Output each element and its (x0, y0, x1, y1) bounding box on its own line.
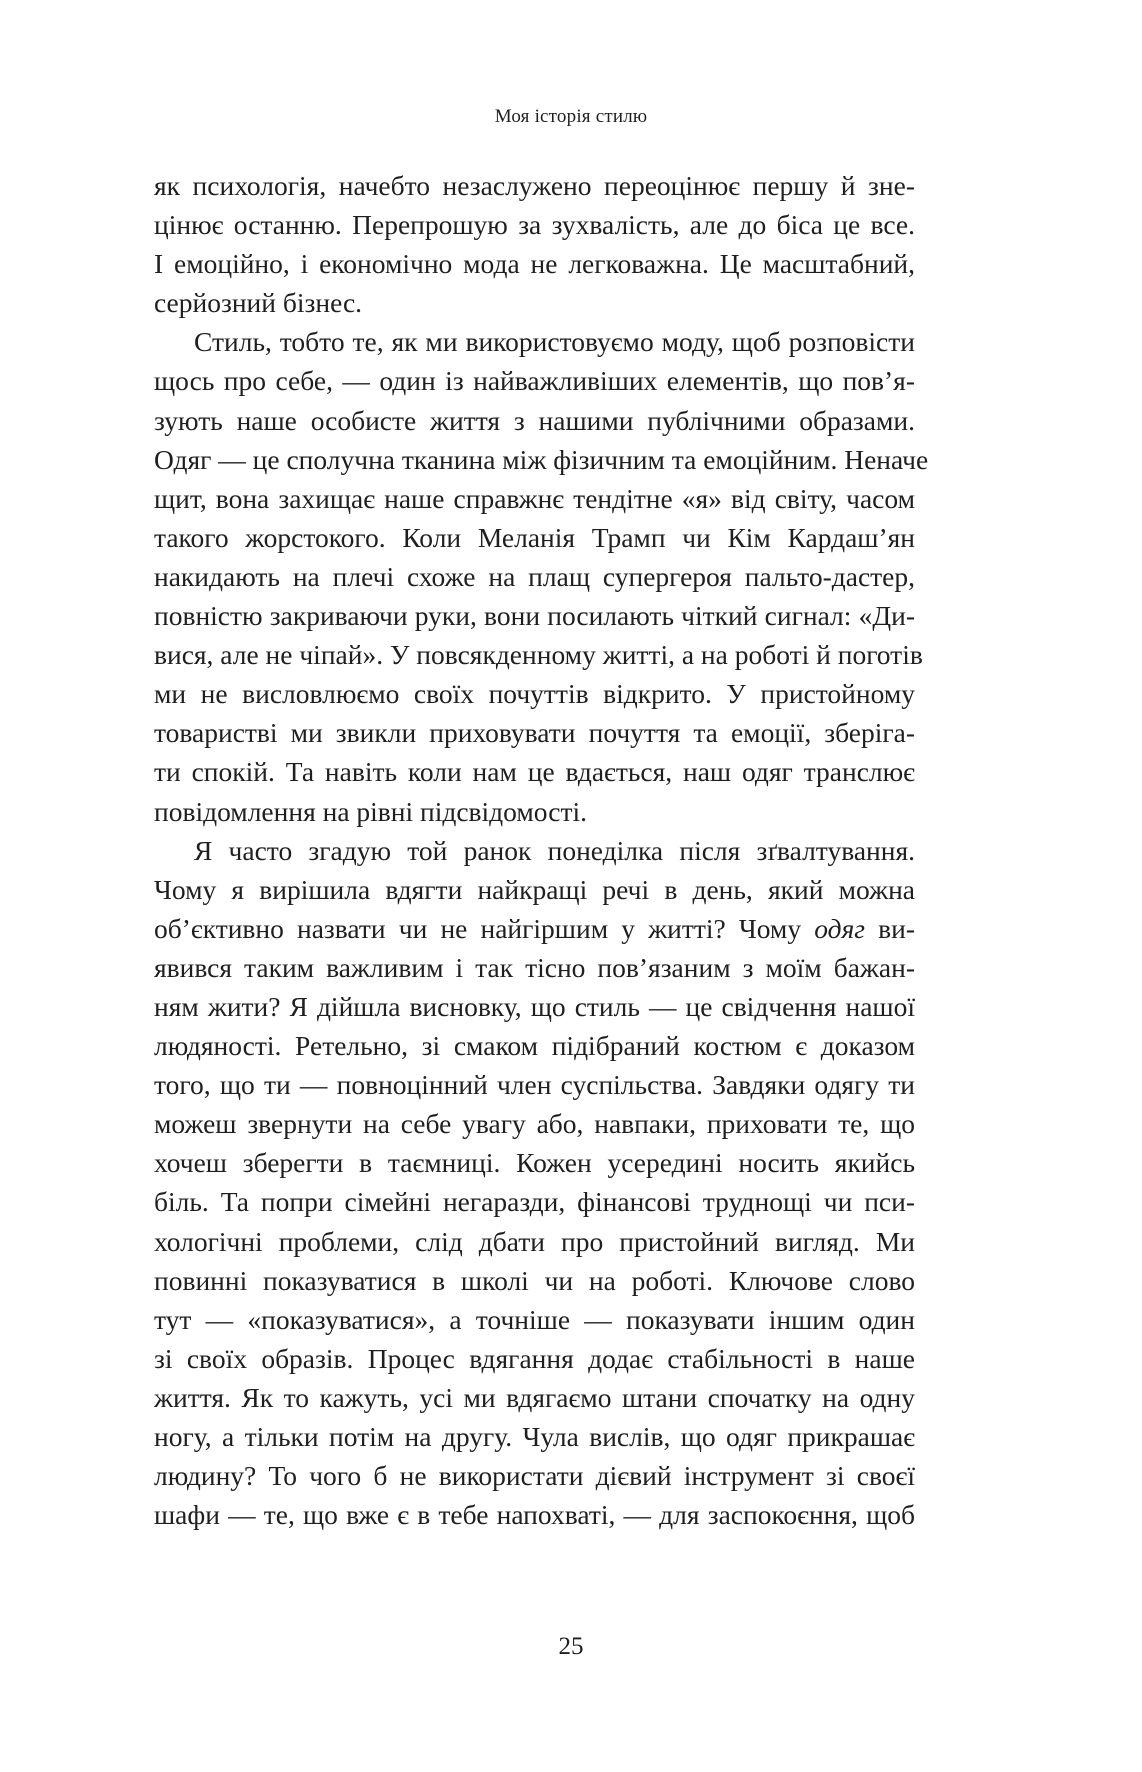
text-line: того, що ти — повноцінний член суспільства. Завдяки одягу ти (154, 1069, 915, 1101)
italic-word: одяг (814, 912, 866, 944)
text-line: товаристві ми звикли приховувати почуття та емоції, зберіга- (154, 717, 915, 749)
text-line: зі своїх образів. Процес вдягання додає стабільності в наше (154, 1342, 915, 1374)
text-line: Одяг — це сполучна тканина між фізичним та емоційним. Неначе (154, 443, 929, 475)
text-line: хологічні проблеми, слід дбати про пристойний вигляд. Ми (154, 1225, 915, 1257)
text-line: як психологія, начебто незаслужено переоцінює першу й зне- (154, 170, 915, 201)
text-line: повідомлення на рівні підсвідомості. (154, 795, 587, 827)
text-line: людяності. Ретельно, зі смаком підібраний костюм є доказом (154, 1030, 915, 1062)
text-line: хочеш зберегти в таємниці. Кожен усередині носить якийсь (154, 1147, 915, 1179)
text-line: шафи — те, що вже є в тебе напохваті, — для заспокоєння, щоб (154, 1499, 915, 1531)
text-line: ми не висловлюємо своїх почуттів відкрито. У пристойному (154, 678, 915, 710)
running-header: Моя історія стилю (494, 106, 648, 127)
text-line: ногу, а тільки потім на другу. Чула вислів, що одяг прикрашає (154, 1421, 915, 1452)
page-number: 25 (558, 1633, 584, 1660)
text-line: Я часто згадую той ранок понеділка після зґвалтування. (194, 834, 915, 866)
text-line: вися, але не чіпай». У повсякденному житті, а на роботі й поготів (154, 639, 923, 671)
text-line: людину? То чого б не використати дієвий інструмент зі своєї (154, 1460, 915, 1492)
text-segment: ви- (865, 912, 915, 944)
text-line: біль. Та попри сімейні негаразди, фінансові труднощі чи пси- (154, 1186, 915, 1218)
text-line: ти спокій. Та навіть коли нам це вдається, наш одяг транслює (154, 756, 915, 788)
text-line-with-italic (154, 909, 915, 948)
text-line: явився таким важливим і так тісно пов’язаним з моїм бажан- (154, 951, 915, 983)
text-line: накидають на плечі схоже на плащ супергероя пальто-дастер, (154, 560, 915, 592)
text-line: повністю закриваючи руки, вони посилають чіткий сигнал: «Ди- (154, 600, 915, 632)
text-segment: об’єктивно назвати чи не найгіршим у житті? Чому (154, 912, 815, 944)
text-line: такого жорстокого. Коли Меланія Трамп чи Кім Кардаш’ян (154, 521, 915, 553)
text-line: Стиль, тобто те, як ми використовуємо моду, щоб розповісти (194, 326, 915, 358)
text-line: цінює останню. Перепрошую за зухвалість, але до біса це все. (154, 209, 915, 241)
text-line: щит, вона захищає наше справжнє тендітне «я» від світу, часом (154, 482, 915, 514)
body-text (154, 166, 929, 1534)
text-line: щось про себе, — один із найважливіших елементів, що пов’я- (154, 365, 915, 397)
text-line: ням жити? Я дійшла висновку, що стиль — це свідчення нашої (154, 990, 915, 1022)
text-line: І емоційно, і економічно мода не легковажна. Це масштабний, (154, 248, 915, 280)
text-line: можеш звернути на себе увагу або, навпаки, приховати те, що (154, 1108, 915, 1140)
text-line: серйозний бізнес. (154, 287, 363, 319)
text-line: повинні показуватися в школі чи на роботі. Ключове слово (154, 1264, 915, 1296)
text-line: Чому я вирішила вдягти найкращі речі в день, який можна (154, 873, 915, 905)
text-line: тут — «показуватися», а точніше — показувати іншим один (154, 1303, 915, 1335)
text-line: зують наше особисте життя з нашими публічними образами. (154, 404, 915, 436)
text-line: життя. Як то кажуть, усі ми вдягаємо штани спочатку на одну (154, 1381, 915, 1413)
